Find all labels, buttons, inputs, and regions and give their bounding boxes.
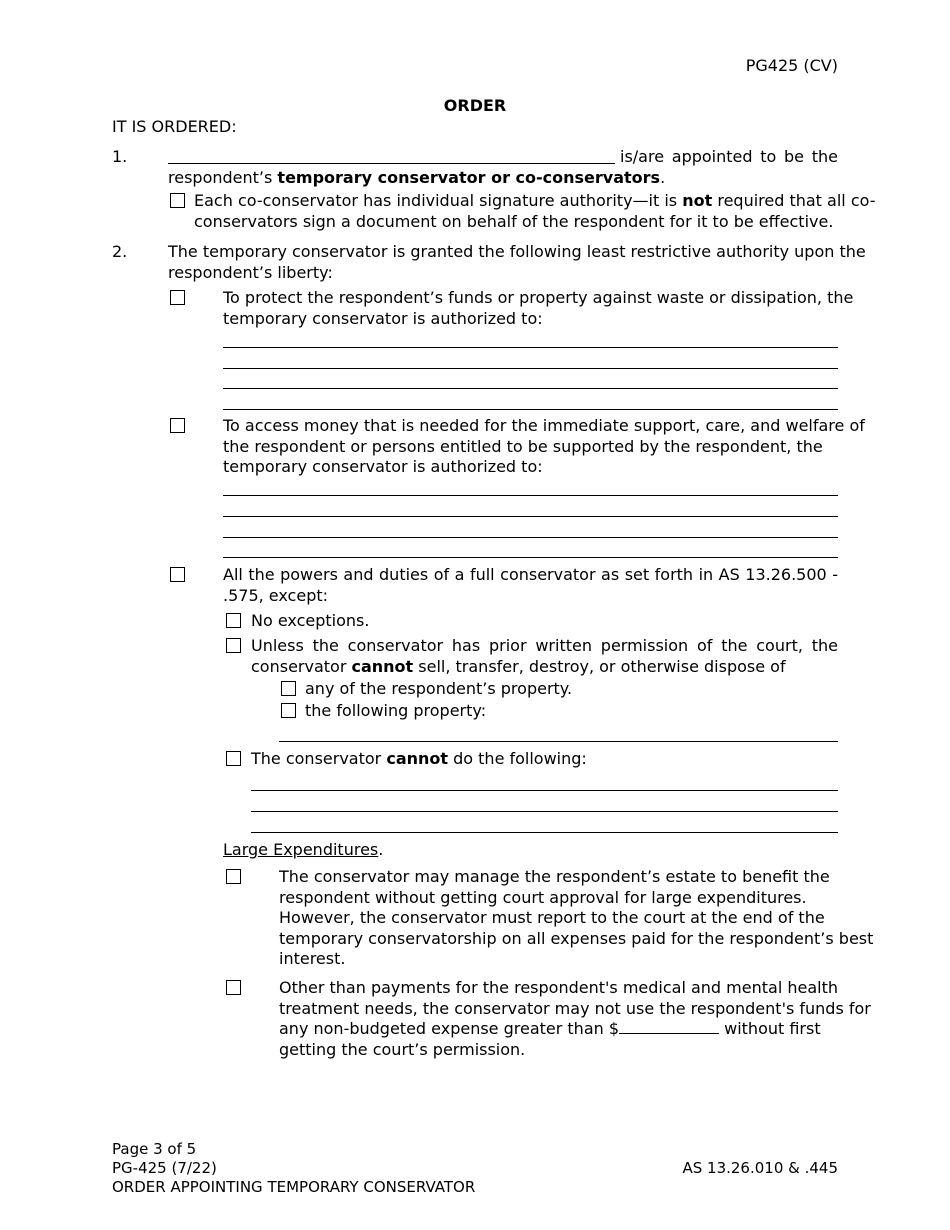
cannot-do-field-3[interactable] (251, 832, 838, 833)
following-property-label: the following property: (305, 701, 487, 720)
full-powers-line1: All the powers and duties of a full conservator as set forth in AS 13.26.500 - (223, 565, 838, 584)
item2-line1: The temporary conservator is granted the following least restrictive authority upon the (168, 242, 866, 261)
item1-number: 1. (112, 147, 128, 166)
footer-page: Page 3 of 5 (112, 1140, 197, 1158)
individual-signature-line2: conservators sign a document on behalf of the respondent for it to be effective. (194, 212, 834, 231)
access-money-field-4[interactable] (223, 557, 838, 558)
access-money-checkbox[interactable] (170, 418, 185, 433)
item1-line2: respondent’s temporary conservator or co-conservators. (168, 168, 666, 187)
cannot-do-field-2[interactable] (251, 811, 838, 812)
budget-limit-line4: getting the court’s permission. (279, 1040, 526, 1059)
intro-text: IT IS ORDERED: (112, 117, 237, 136)
budget-amount-field[interactable] (619, 1019, 719, 1034)
access-money-field-2[interactable] (223, 516, 838, 517)
no-exceptions-checkbox[interactable] (226, 613, 241, 628)
protect-funds-line1: To protect the respondent’s funds or property against waste or dissipation, the (223, 288, 854, 307)
unless-permission-line1: Unless the conservator has prior written permission of the court, the (251, 636, 838, 655)
cannot-do-field-1[interactable] (251, 790, 838, 791)
manage-estate-line4: temporary conservatorship on all expenses paid for the respondent’s best (279, 929, 874, 948)
access-money-line2: the respondent or persons entitled to be supported by the respondent, the (223, 437, 823, 456)
individual-signature-line1: Each co-conservator has individual signature authority—it is not required that all co- (194, 191, 876, 210)
protect-funds-field-4[interactable] (223, 409, 838, 410)
access-money-line3: temporary conservator is authorized to: (223, 457, 543, 476)
item2-line2: respondent’s liberty: (168, 263, 333, 282)
protect-funds-field-1[interactable] (223, 347, 838, 348)
unless-permission-checkbox[interactable] (226, 638, 241, 653)
page-title: ORDER (443, 96, 507, 115)
manage-estate-line2: respondent without getting court approval for large expenditures. (279, 888, 807, 907)
footer-statute: AS 13.26.010 & .445 (682, 1159, 838, 1177)
footer-title: ORDER APPOINTING TEMPORARY CONSERVATOR (112, 1178, 476, 1196)
manage-estate-line3: However, the conservator must report to the court at the end of the (279, 908, 825, 927)
full-powers-checkbox[interactable] (170, 567, 185, 582)
large-expenditures-heading: Large Expenditures. (223, 840, 384, 859)
budget-limit-checkbox[interactable] (226, 980, 241, 995)
form-code: PG425 (CV) (745, 56, 838, 75)
protect-funds-checkbox[interactable] (170, 290, 185, 305)
access-money-field-1[interactable] (223, 495, 838, 496)
protect-funds-field-2[interactable] (223, 368, 838, 369)
individual-signature-checkbox[interactable] (170, 193, 185, 208)
no-exceptions-label: No exceptions. (251, 611, 370, 630)
full-powers-line2: .575, except: (223, 586, 329, 605)
budget-limit-line1: Other than payments for the respondent's medical and mental health (279, 978, 838, 997)
cannot-do-label: The conservator cannot do the following: (251, 749, 587, 768)
any-property-label: any of the respondent’s property. (305, 679, 573, 698)
budget-limit-line2: treatment needs, the conservator may not use the respondent's funds for (279, 999, 871, 1018)
manage-estate-line5: interest. (279, 949, 346, 968)
protect-funds-line2: temporary conservator is authorized to: (223, 309, 543, 328)
manage-estate-line1: The conservator may manage the respondent’s estate to benefit the (279, 867, 830, 886)
access-money-line1: To access money that is needed for the immediate support, care, and welfare of (223, 416, 865, 435)
following-property-field[interactable] (279, 741, 838, 742)
any-property-checkbox[interactable] (281, 681, 296, 696)
manage-estate-checkbox[interactable] (226, 869, 241, 884)
following-property-checkbox[interactable] (281, 703, 296, 718)
footer-form: PG-425 (7/22) (112, 1159, 217, 1177)
conservator-name-field[interactable] (168, 163, 615, 164)
item2-number: 2. (112, 242, 128, 261)
cannot-do-checkbox[interactable] (226, 751, 241, 766)
budget-limit-line3: any non-budgeted expense greater than $ without first (279, 1019, 821, 1038)
protect-funds-field-3[interactable] (223, 388, 838, 389)
item1-line1-tail: is/are appointed to be the (620, 147, 838, 166)
unless-permission-line2: conservator cannot sell, transfer, destroy, or otherwise dispose of (251, 657, 786, 676)
access-money-field-3[interactable] (223, 537, 838, 538)
